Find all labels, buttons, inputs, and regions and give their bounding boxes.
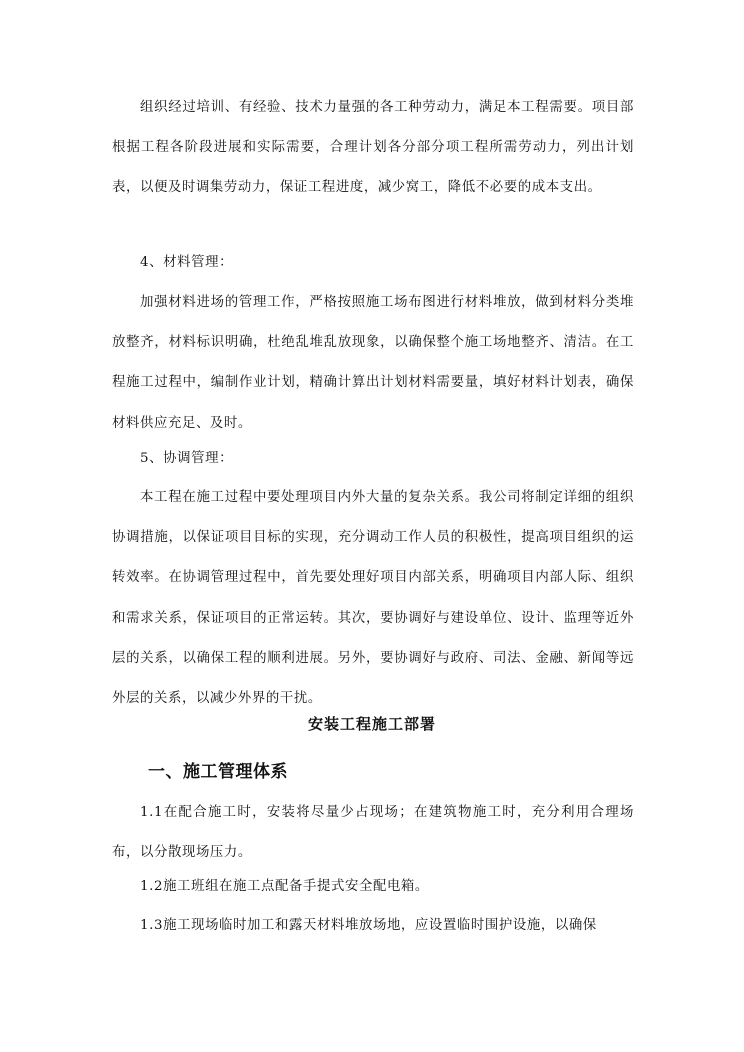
item-1-2: 1.2施工班组在施工点配备手提式安全配电箱。	[140, 879, 429, 894]
item-1-1: 1.1在配合施工时，安装将尽量少占现场；在建筑物施工时，充分利用合理场布，以分散现场压力。	[112, 805, 634, 861]
paragraph-labor: 组织经过培训、有经验、技术力量强的各工种劳动力，满足本工程需要。项目部根据工程各阶段进展和实际需要，合理计划各分部分项工程所需劳动力，列出计划表，以便及时调集劳动力，保证工程进度，减少窝工，降低不必要的成本支出。	[112, 100, 634, 196]
section-title: 安装工程施工部署	[307, 715, 436, 733]
subsection-title: 一、施工管理体系	[148, 762, 288, 782]
heading-material-management: 4、材料管理：	[140, 255, 234, 270]
item-1-3: 1.3施工现场临时加工和露天材料堆放场地，应设置临时围护设施，以确保	[140, 918, 597, 933]
heading-coordination-management: 5、协调管理：	[140, 451, 234, 466]
paragraph-coordination: 本工程在施工过程中要处理项目内外大量的复杂关系。我公司将制定详细的组织协调措施，以保证项目目标的实现，充分调动工作人员的积极性，提高项目组织的运转效率。在协调管理过程中，首先要处理好项目内部关系，明确项目内部人际、组织和需求关系，保证项目的正常运转。其次，要协调好与建设单位、设计、监理等近外层的关系，以确保工程的顺利进展。另外，要协调好与政府、司法、金融、新闻等远外层的关系，以减少外界的干扰。	[112, 490, 634, 707]
paragraph-material: 加强材料进场的管理工作，严格按照施工场布图进行材料堆放，做到材料分类堆放整齐，材料标识明确，杜绝乱堆乱放现象，以确保整个施工场地整齐、清洁。在工程施工过程中，编制作业计划，精确计算出计划材料需要量，填好材料计划表，确保材料供应充足、及时。	[112, 295, 634, 431]
